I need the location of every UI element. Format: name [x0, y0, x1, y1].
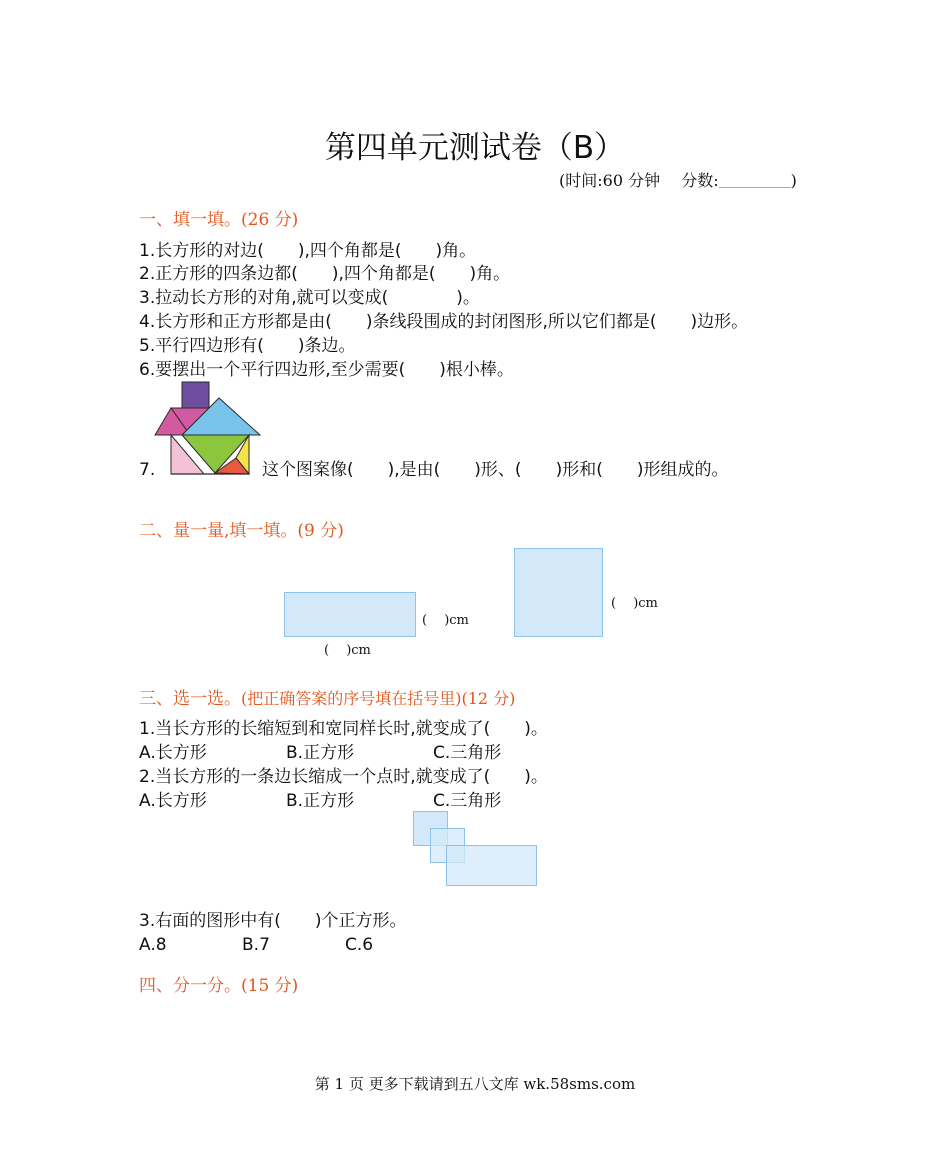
s3-question-1: 1.当长方形的长缩短到和宽同样长时,就变成了( )。	[139, 719, 548, 739]
section3-heading	[139, 684, 515, 709]
section3-heading-main: 三、选一选。	[139, 689, 241, 709]
square-side-label: ( )cm	[611, 596, 658, 611]
time-score-line	[559, 168, 797, 191]
s1-question-7-text: 这个图案像( ),是由( )形、( )形和( )形组成的。	[262, 460, 729, 480]
s3-q1-option-b[interactable]: B.正方形	[286, 743, 355, 763]
rectangle-width-label: ( )cm	[324, 643, 371, 658]
s1-question-3: 3.拉动长方形的对角,就可以变成( )。	[139, 288, 480, 308]
s3-q3-option-c[interactable]: C.6	[345, 935, 374, 955]
s1-question-1: 1.长方形的对边( ),四个角都是( )角。	[139, 241, 477, 261]
score-blank[interactable]	[719, 173, 791, 188]
s3-question-2: 2.当长方形的一条边长缩成一个点时,就变成了( )。	[139, 767, 548, 787]
section4-heading: 四、分一分。(15 分)	[139, 976, 299, 996]
time-info: (时间:60 分钟	[559, 171, 661, 190]
s3-q1-option-a[interactable]: A.长方形	[139, 743, 207, 763]
page-title: 第四单元测试卷（B）	[324, 130, 626, 166]
tangram-house-image	[153, 380, 263, 476]
s3-q1-option-c[interactable]: C.三角形	[433, 743, 502, 763]
s3-question-3: 3.右面的图形中有( )个正方形。	[139, 911, 407, 931]
s1-question-5: 5.平行四边形有( )条边。	[139, 336, 356, 356]
section3-heading-note: (把正确答案的序号填在括号里)(12 分)	[241, 689, 516, 708]
section2-heading: 二、量一量,填一填。(9 分)	[139, 521, 344, 541]
rectangle-shape	[284, 592, 416, 637]
rectangle-length-label: ( )cm	[422, 613, 469, 628]
s1-question-2: 2.正方形的四条边都( ),四个角都是( )角。	[139, 264, 511, 284]
s3-q3-option-a[interactable]: A.8	[139, 935, 167, 955]
s1-question-7-number: 7.	[139, 460, 156, 480]
page-footer: 第 1 页 更多下载请到五八文库 wk.58sms.com	[314, 1075, 636, 1093]
s3-q2-option-a[interactable]: A.长方形	[139, 791, 207, 811]
overlap-rectangle	[446, 845, 537, 886]
section1-heading: 一、填一填。(26 分)	[139, 210, 299, 230]
score-label: 分数:	[681, 171, 719, 190]
s3-q2-option-b[interactable]: B.正方形	[286, 791, 355, 811]
square-shape	[514, 548, 603, 637]
s3-q3-option-b[interactable]: B.7	[242, 935, 270, 955]
time-info-close: )	[790, 171, 797, 190]
s1-question-6: 6.要摆出一个平行四边形,至少需要( )根小棒。	[139, 360, 514, 380]
s1-question-4: 4.长方形和正方形都是由( )条线段围成的封闭图形,所以它们都是( )边形。	[139, 312, 749, 332]
s3-q2-option-c[interactable]: C.三角形	[433, 791, 502, 811]
